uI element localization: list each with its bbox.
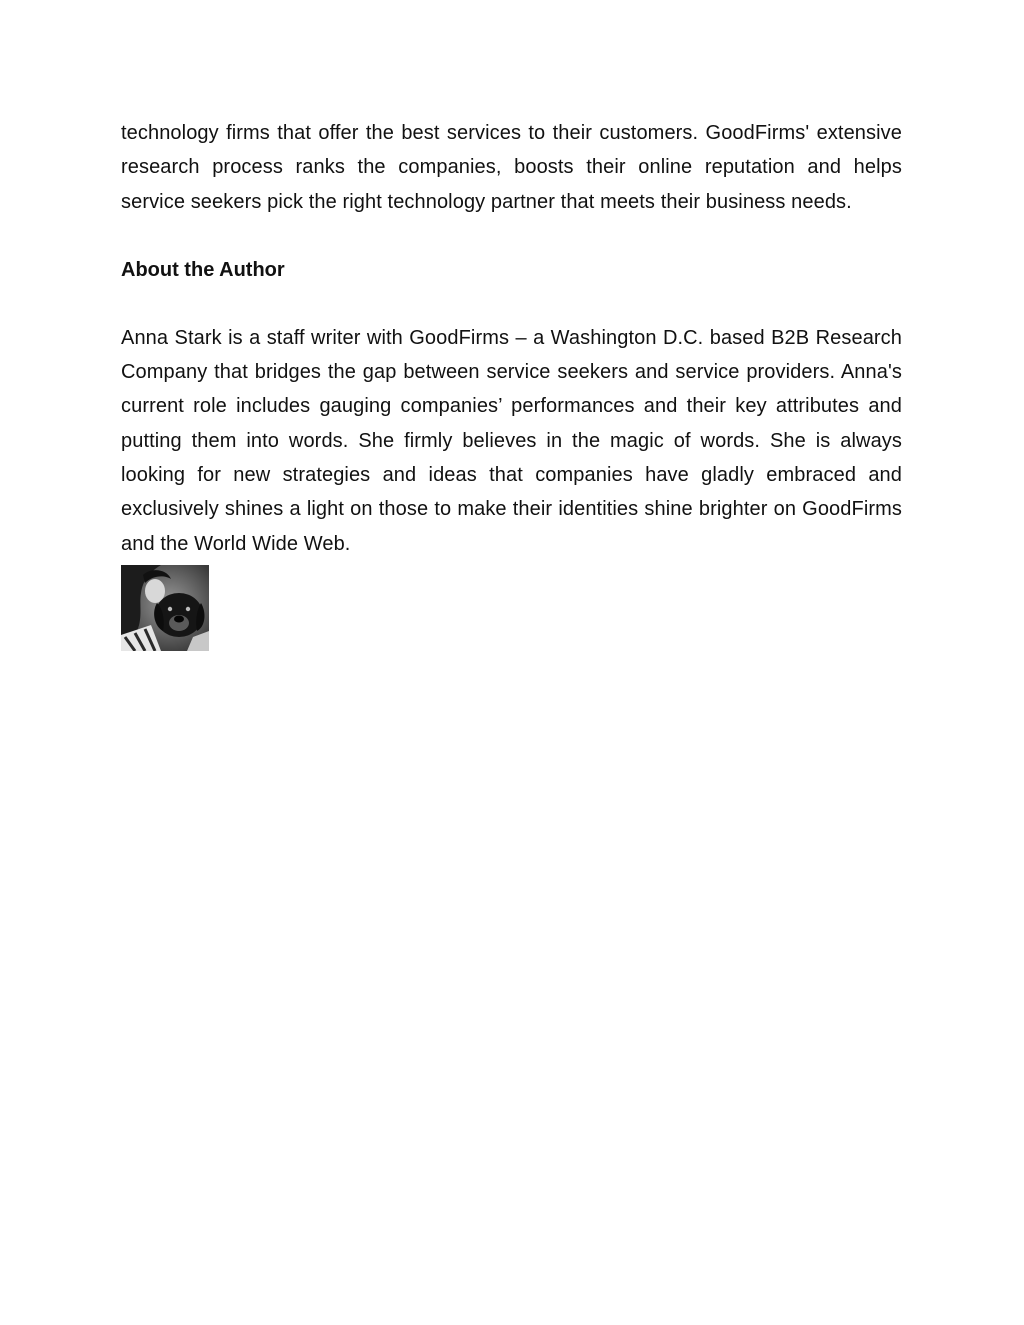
author-photo	[121, 565, 209, 651]
document-page	[121, 116, 902, 651]
intro-paragraph: technology firms that offer the best services to their customers. GoodFirms' extensive research process ranks the companies, boosts their online reputation and helps service seekers pick the right technology partner that meets their business needs.	[121, 122, 902, 213]
about-author-heading: About the Author	[121, 258, 285, 281]
author-bio-paragraph: Anna Stark is a staff writer with GoodFirms – a Washington D.C. based B2B Research Company that bridges the gap between service seekers and service providers. Anna's current role includes gauging companies’ performances and their key attributes and putting them into words. She firmly believes in the magic of words. She is always looking for new strategies and ideas that companies have gladly embraced and exclusively shines a light on those to make their identities shine brighter on GoodFirms and the World Wide Web.	[121, 326, 902, 555]
